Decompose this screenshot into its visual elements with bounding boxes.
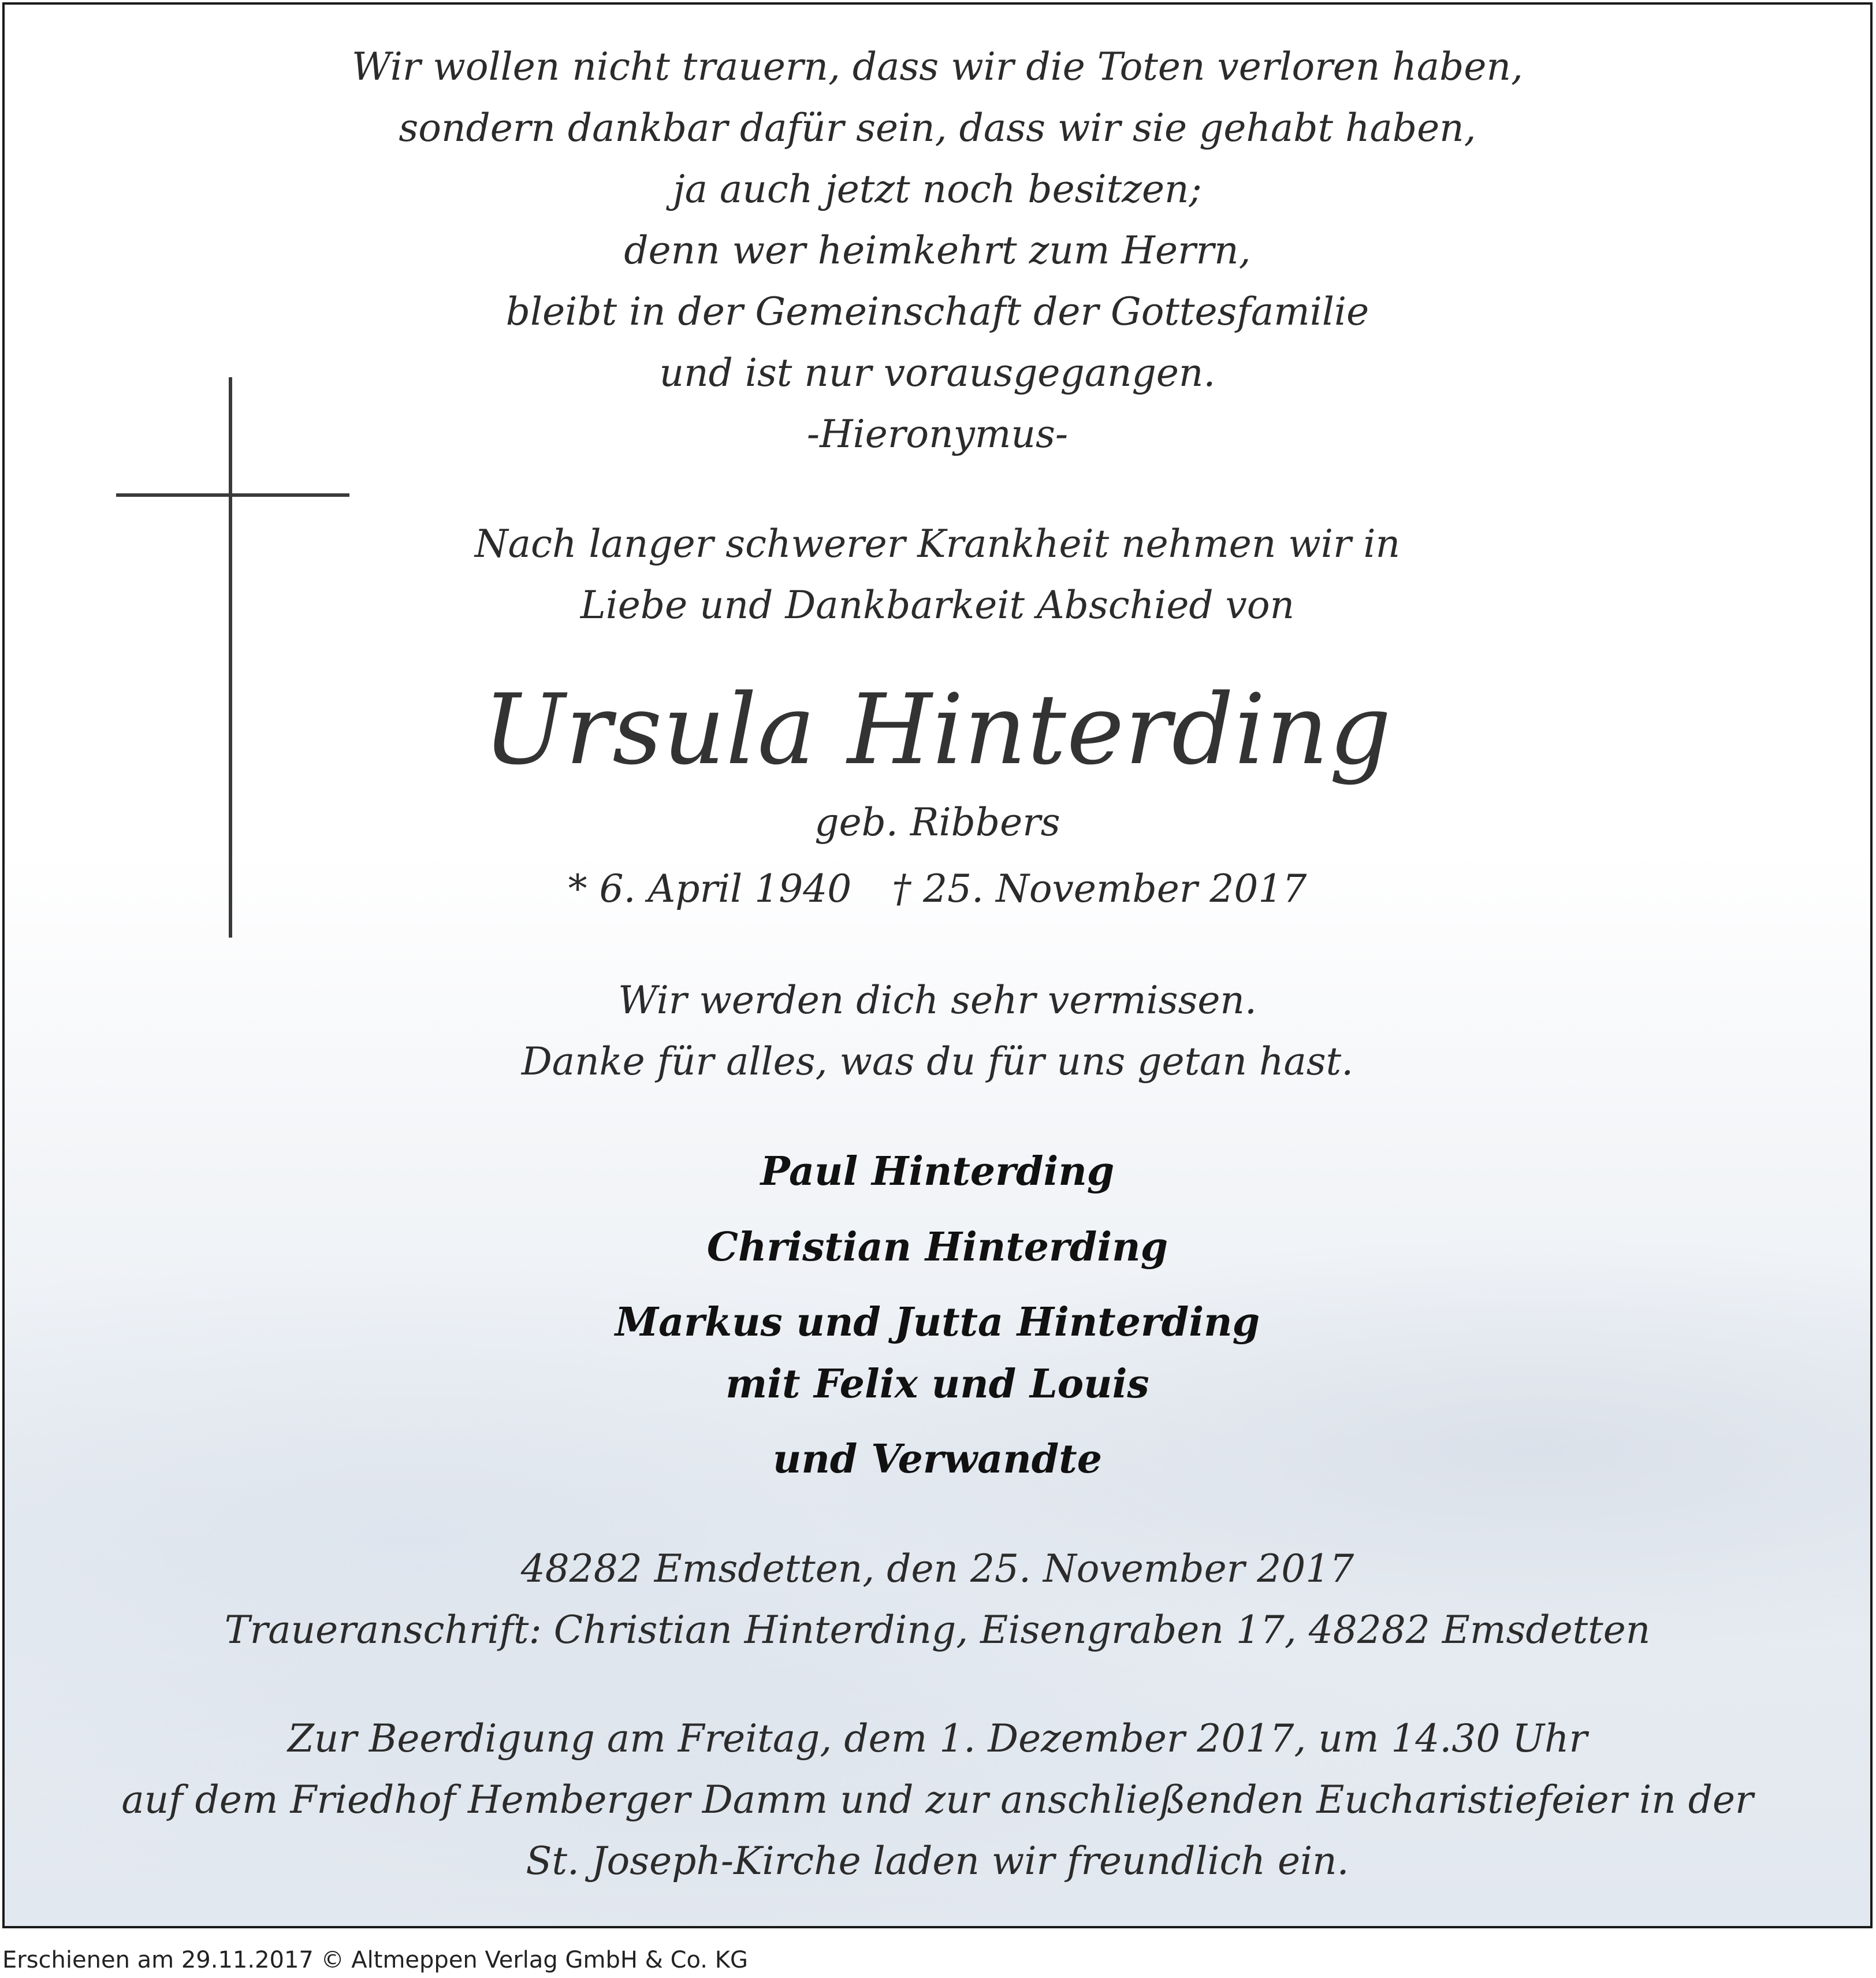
obituary-frame: [2, 2, 1873, 1928]
poem-line: denn wer heimkehrt zum Herrn,: [624, 228, 1251, 273]
birth-date: * 6. April 1940: [568, 867, 852, 911]
poem-line: Wir wollen nicht trauern, dass wir die Toten verloren haben,: [352, 44, 1523, 89]
mourner-relatives: und Verwandte: [773, 1436, 1102, 1482]
funeral-line: Zur Beerdigung am Freitag, dem 1. Dezember 2017, um 14.30 Uhr: [287, 1716, 1588, 1761]
message-line: Danke für alles, was du für uns getan hast.: [521, 1039, 1354, 1084]
life-dates: [5, 858, 1870, 920]
place-date: 48282 Emsdetten, den 25. November 2017: [520, 1546, 1354, 1591]
intro-line: Liebe und Dankbarkeit Abschied von: [580, 583, 1295, 627]
death-date: † 25. November 2017: [892, 867, 1307, 911]
message-line: Wir werden dich sehr vermissen.: [618, 978, 1257, 1023]
funeral-line: auf dem Friedhof Hemberger Damm und zur anschließenden Eucharistiefeier in der: [121, 1778, 1754, 1822]
mourning-address: Traueranschrift: Christian Hinterding, Eisengraben 17, 48282 Emsdetten: [224, 1608, 1651, 1652]
poem-line: sondern dankbar dafür sein, dass wir sie gehabt haben,: [399, 106, 1476, 150]
publication-footer: Erschienen am 29.11.2017 © Altmeppen Verlag GmbH & Co. KG: [2, 1947, 748, 1973]
cross-icon-horizontal: [116, 493, 349, 497]
mourner-name: Paul Hinterding: [760, 1148, 1115, 1195]
mourner-name: Markus und Jutta Hinterding: [615, 1299, 1260, 1345]
poem-author: -Hieronymus-: [806, 412, 1069, 456]
mourner-name: Christian Hinterding: [706, 1224, 1168, 1270]
maiden-name: geb. Ribbers: [814, 800, 1060, 845]
mourner-name: mit Felix und Louis: [725, 1361, 1149, 1407]
poem-line: bleibt in der Gemeinschaft der Gottesfamilie: [505, 289, 1369, 334]
poem-line: und ist nur vorausgegangen.: [659, 351, 1216, 395]
deceased-name: Ursula Hinterding: [483, 673, 1392, 786]
intro-line: Nach langer schwerer Krankheit nehmen wir in: [474, 522, 1401, 566]
funeral-line: St. Joseph-Kirche laden wir freundlich ein.: [526, 1839, 1349, 1883]
poem-line: ja auch jetzt noch besitzen;: [673, 167, 1202, 211]
